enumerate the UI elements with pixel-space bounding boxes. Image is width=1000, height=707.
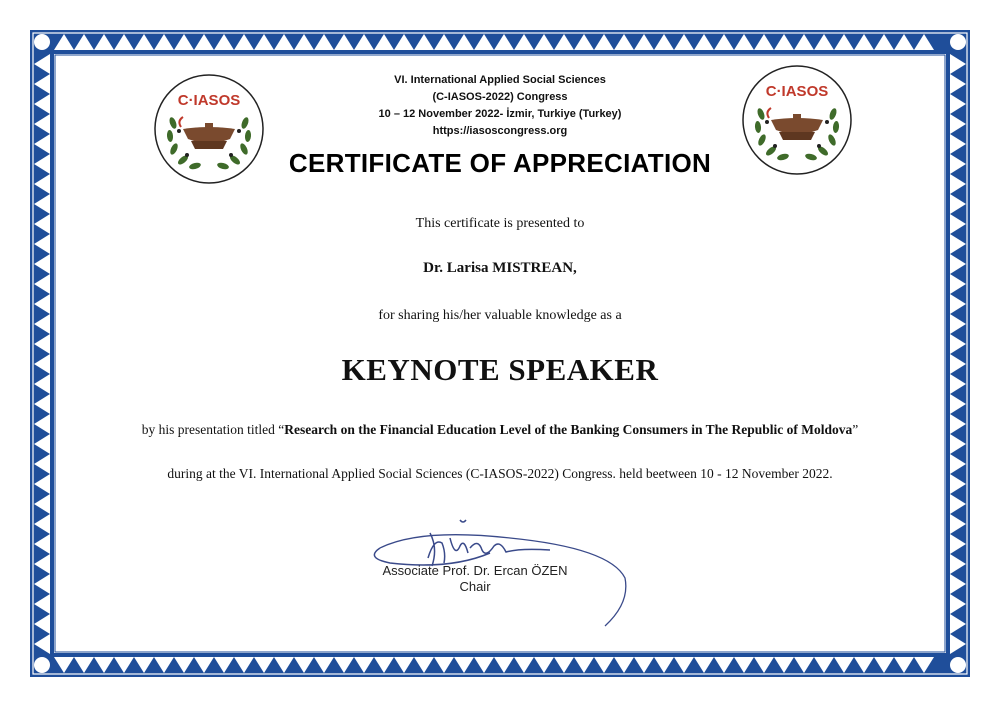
logo-text: C·IASOS <box>765 83 829 100</box>
certificate-title: CERTIFICATE OF APPRECIATION <box>288 148 712 178</box>
recipient-name: Dr. Larisa MISTREAN, <box>423 260 577 276</box>
signatory-position: Chair <box>459 579 491 594</box>
congress-url-link[interactable]: https://iasoscongress.org <box>432 125 568 137</box>
logo-text: C·IASOS <box>177 92 241 109</box>
event-text: during at the VI. International Applied Social Sciences (C-IASOS-2022) Congress. held beetween 10 - 12 November 2022. <box>167 466 833 481</box>
congress-date-line: 10 – 12 November 2022- İzmir, Turkiye (Turkey) <box>378 108 622 120</box>
role-title: KEYNOTE SPEAKER <box>341 352 659 387</box>
presentation-line <box>60 422 940 438</box>
congress-name-line: VI. International Applied Social Sciences <box>394 74 606 86</box>
sharing-text: for sharing his/her valuable knowledge as a <box>378 308 622 323</box>
presentation-suffix: ” <box>852 422 859 437</box>
signatory-name: Associate Prof. Dr. Ercan ÖZEN <box>382 563 568 578</box>
presentation-prefix: by his presentation titled “ <box>141 422 285 437</box>
congress-code-line: (C-IASOS-2022) Congress <box>432 91 568 103</box>
presented-to-text: This certificate is presented to <box>415 216 585 231</box>
presentation-title: Research on the Financial Education Level of the Banking Consumers in The Republic of Moldova <box>284 422 853 437</box>
